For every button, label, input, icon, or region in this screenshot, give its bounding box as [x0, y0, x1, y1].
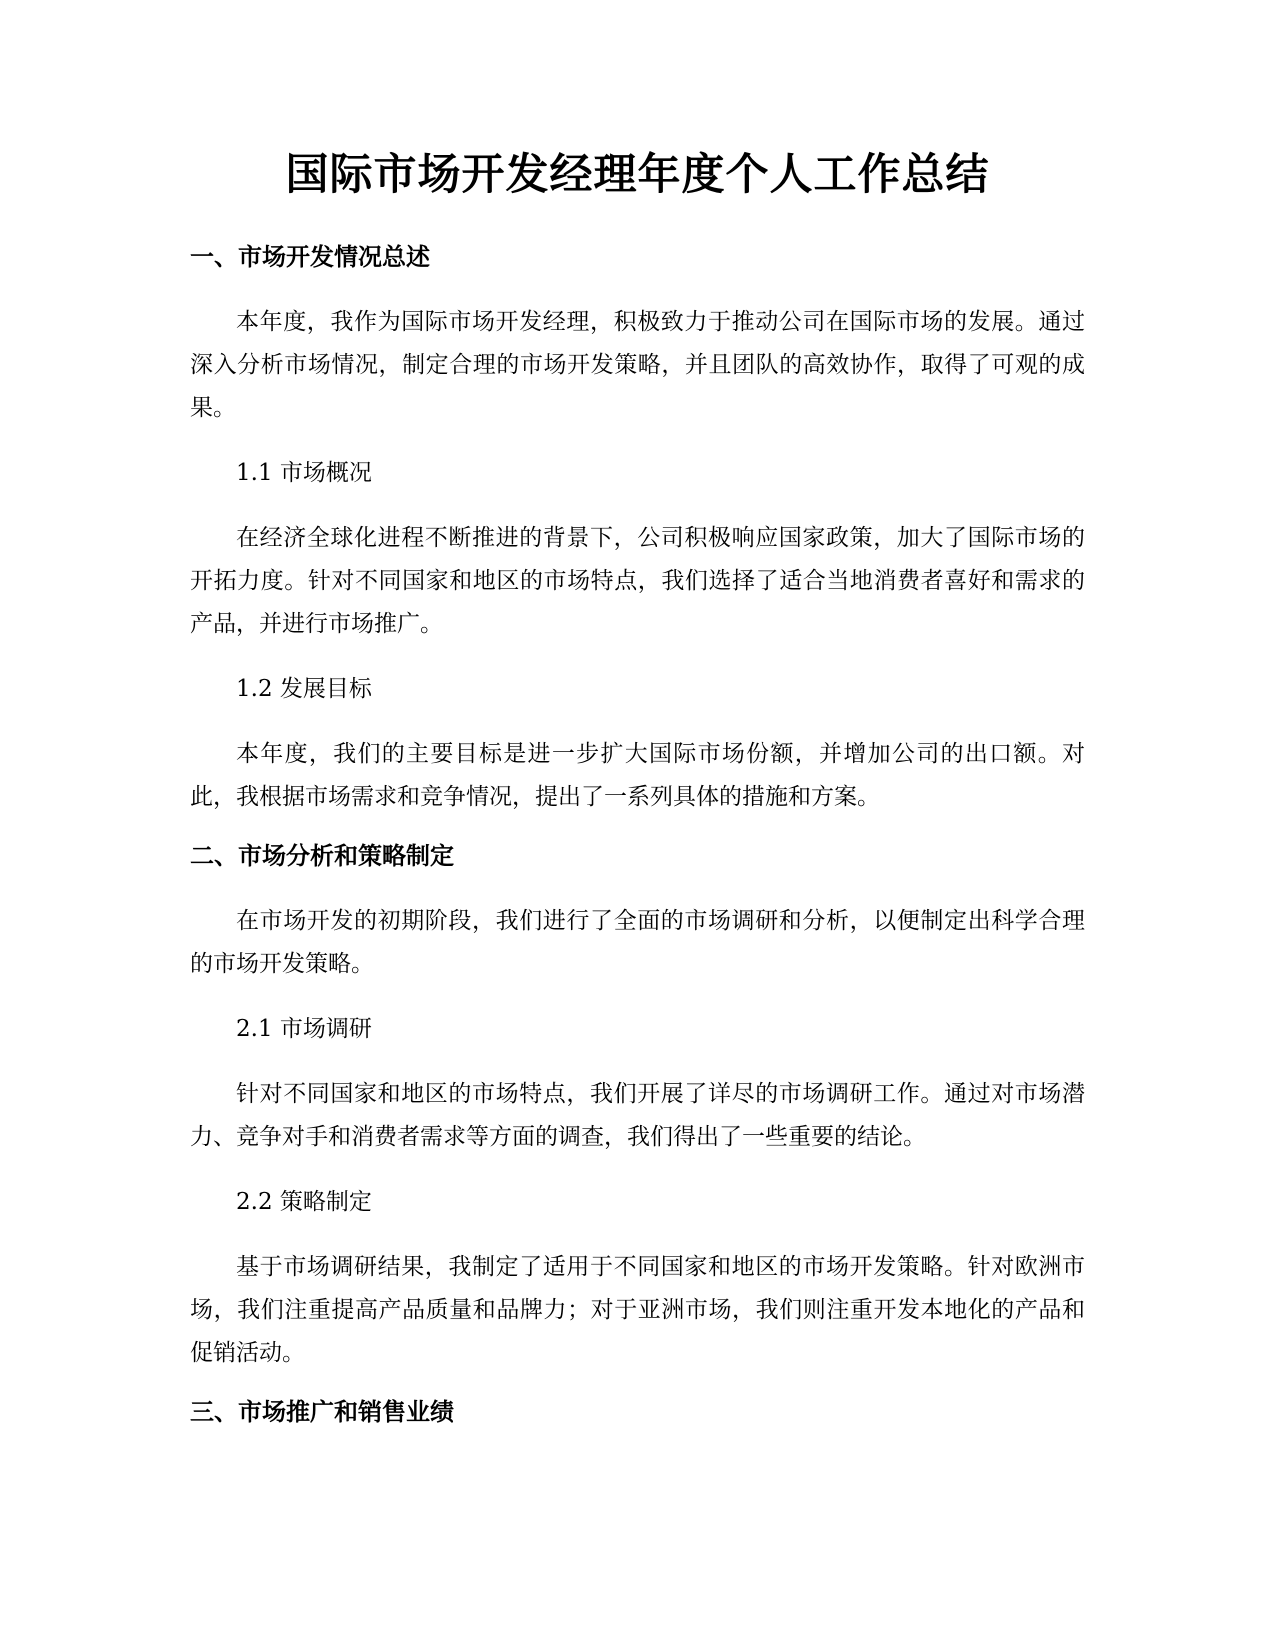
section-intro: 在市场开发的初期阶段，我们进行了全面的市场调研和分析，以便制定出科学合理的市场开发策略。: [190, 907, 1085, 977]
document-title: 国际市场开发经理年度个人工作总结: [285, 150, 990, 200]
subsection-heading: 1.2 发展目标: [236, 675, 372, 702]
section-2: [190, 841, 1085, 1375]
section-heading: 一、市场开发情况总述: [190, 242, 430, 271]
subsection-text: 本年度，我们的主要目标是进一步扩大国际市场份额，并增加公司的出口额。对此，我根据市场需求和竞争情况，提出了一系列具体的措施和方案。: [190, 740, 1085, 810]
subsection-text: 在经济全球化进程不断推进的背景下，公司积极响应国家政策，加大了国际市场的开拓力度。针对不同国家和地区的市场特点，我们选择了适合当地消费者喜好和需求的产品，并进行市场推广。: [190, 524, 1085, 637]
subsection-heading: 2.1 市场调研: [236, 1015, 372, 1042]
subsection-heading: 1.1 市场概况: [236, 459, 372, 486]
subsection-text: 基于市场调研结果，我制定了适用于不同国家和地区的市场开发策略。针对欧洲市场，我们注重提高产品质量和品牌力；对于亚洲市场，我们则注重开发本地化的产品和促销活动。: [190, 1253, 1085, 1366]
section-3: [190, 1397, 1085, 1428]
section-heading: 三、市场推广和销售业绩: [190, 1397, 454, 1426]
subsection-heading: 2.2 策略制定: [236, 1188, 372, 1215]
section-1: [190, 242, 1085, 819]
section-intro: 本年度，我作为国际市场开发经理，积极致力于推动公司在国际市场的发展。通过深入分析市场情况，制定合理的市场开发策略，并且团队的高效协作，取得了可观的成果。: [190, 308, 1085, 421]
section-heading: 二、市场分析和策略制定: [190, 841, 454, 870]
subsection-text: 针对不同国家和地区的市场特点，我们开展了详尽的市场调研工作。通过对市场潜力、竞争对手和消费者需求等方面的调查，我们得出了一些重要的结论。: [190, 1080, 1085, 1150]
